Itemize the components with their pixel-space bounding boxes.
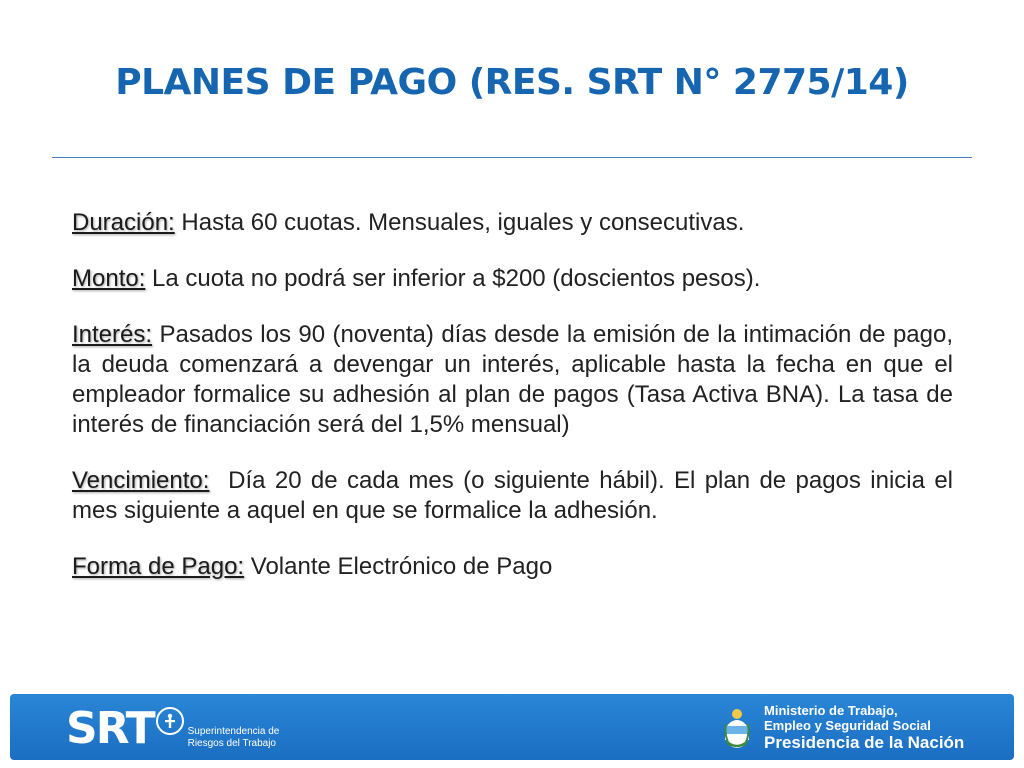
srt-wordmark: SRT (66, 702, 154, 754)
srt-subtitle-line1: Superintendencia de (187, 726, 280, 737)
item-label: Duración: (72, 209, 175, 236)
srt-subtitle (188, 726, 280, 750)
ministry-text (764, 703, 964, 753)
title-divider (52, 157, 972, 158)
item-label: Interés: (72, 321, 153, 348)
ministry-line2: Empleo y Seguridad Social (764, 718, 931, 733)
srt-emblem-icon (156, 707, 184, 735)
ministry-logo (722, 702, 964, 754)
item-label: Monto: (72, 265, 146, 292)
slide-content (72, 208, 960, 608)
item-text: Día 20 de cada mes (o siguiente hábil). El plan de pagos inicia el mes siguiente a aquel en que se formalice la adhesión. (72, 467, 960, 524)
item-forma-de-pago (72, 552, 953, 582)
item-vencimiento (72, 466, 960, 526)
slide-title: PLANES DE PAGO (RES. SRT N° 2775/14) (115, 62, 909, 103)
item-interes (72, 320, 953, 440)
srt-subtitle-line2: Riesgos del Trabajo (187, 738, 276, 749)
item-text: Hasta 60 cuotas. Mensuales, iguales y consecutivas. (174, 209, 745, 236)
item-label: Vencimiento: (72, 467, 210, 494)
item-text: Pasados los 90 (noventa) días desde la emisión de la intimación de pago, la deuda comenzará a devengar un interés, aplicable hasta la fecha en que el empleador formalice su adhesión al plan de pagos (Tasa Activa BNA). La tasa de interés de financiación será del 1,5% mensual) (72, 321, 953, 438)
footer-bar (10, 694, 1014, 760)
item-text: Volante Electrónico de Pago (244, 553, 553, 580)
item-label: Forma de Pago: (72, 553, 245, 580)
item-duracion (72, 208, 953, 238)
ministry-line3: Presidencia de la Nación (764, 733, 965, 752)
srt-logo (66, 702, 279, 754)
coat-of-arms-icon (722, 706, 752, 750)
item-monto (72, 264, 953, 294)
ministry-line1: Ministerio de Trabajo, (764, 703, 898, 718)
item-text: La cuota no podrá ser inferior a $200 (doscientos pesos). (145, 265, 761, 292)
